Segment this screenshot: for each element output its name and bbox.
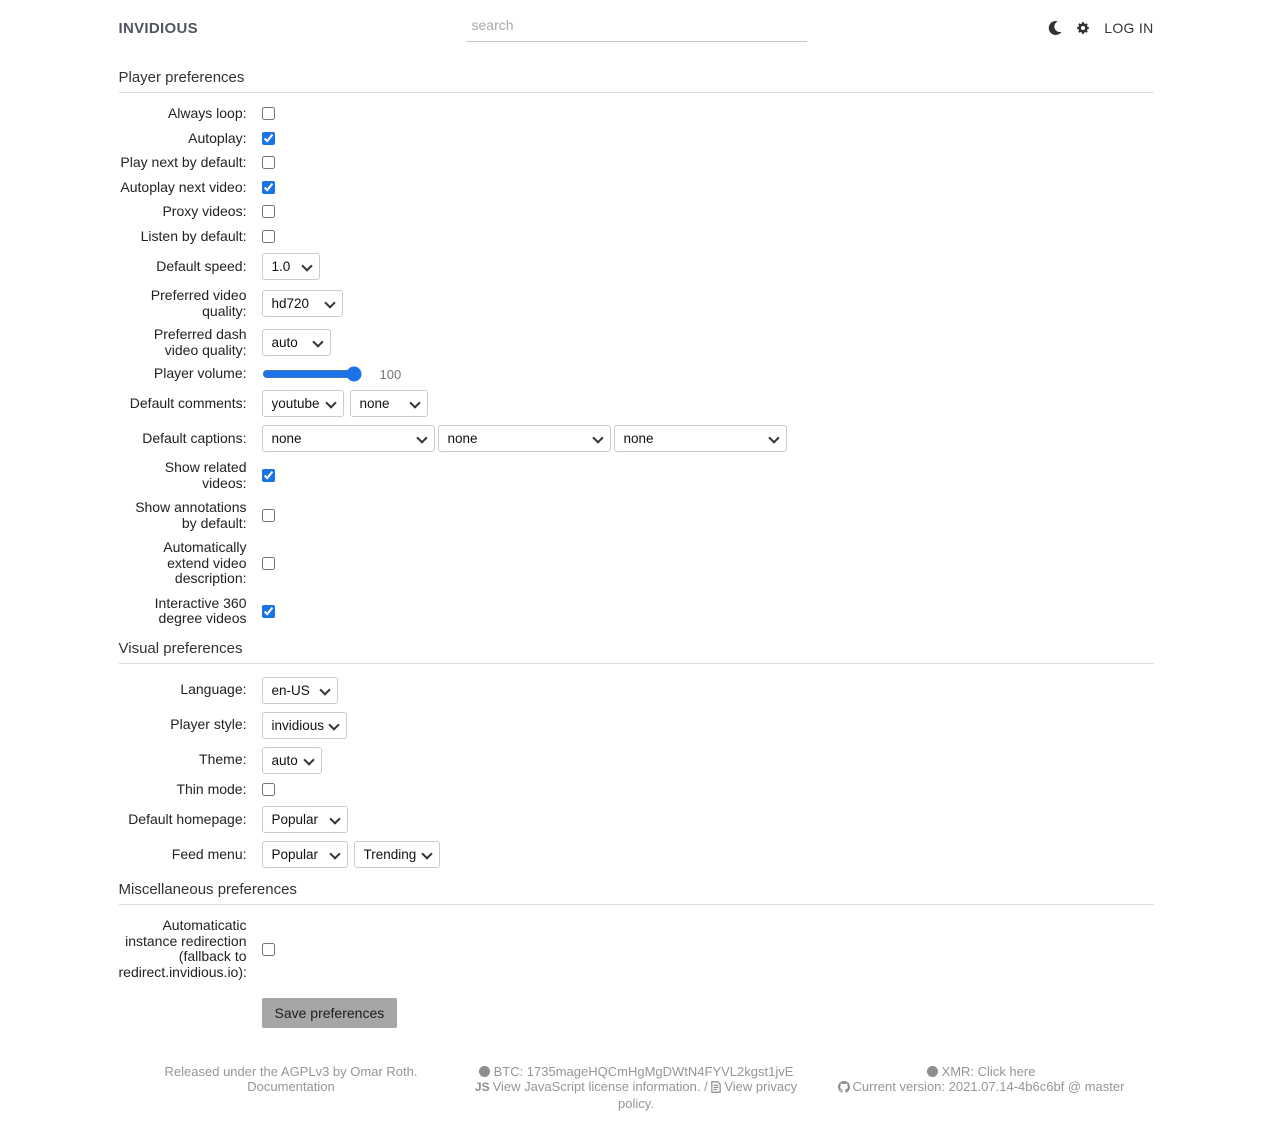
comments-first-select[interactable]: [262, 390, 344, 417]
privacy-file-icon: [711, 1081, 721, 1096]
vr360-checkbox[interactable]: [262, 605, 275, 618]
github-icon: [838, 1081, 850, 1096]
captions-second-select[interactable]: [438, 425, 611, 452]
pref-label: Autoplay next video:: [120, 178, 247, 195]
pref-label: Show annotations by default:: [135, 499, 247, 531]
dark-mode-moon-icon[interactable]: [1048, 21, 1062, 35]
top-right-nav: [807, 20, 1154, 36]
pref-label: Play next by default:: [120, 154, 247, 170]
section-divider: [119, 92, 1154, 93]
always-loop-checkbox[interactable]: [262, 107, 275, 120]
section-divider: [119, 663, 1154, 664]
pref-row-play-next: [119, 155, 1154, 171]
feed-menu-second-select[interactable]: [354, 841, 440, 868]
pref-row-feed-menu: [119, 841, 1154, 868]
pref-label: Preferred video quality:: [150, 287, 247, 319]
volume-value: 100: [379, 366, 402, 382]
btc-address-text: BTC: 1735mageHQCmHgMgDWtN4FYVL2kgst1jvE: [493, 1064, 794, 1079]
section-title-misc: Miscellaneous preferences: [118, 881, 297, 898]
footer-released-text: Released under the AGPLv3 by Omar Roth.: [164, 1064, 418, 1079]
pref-row-autoplay-next: [119, 180, 1154, 196]
save-preferences-button[interactable]: Save preferences: [262, 998, 398, 1028]
autoplay-checkbox[interactable]: [262, 132, 275, 145]
proxy-videos-checkbox[interactable]: [262, 205, 275, 218]
footer-donate-column: [464, 1064, 809, 1111]
top-bar: [119, 0, 1154, 56]
player-style-select[interactable]: [262, 712, 347, 739]
captions-first-select[interactable]: [262, 425, 435, 452]
thin-mode-checkbox[interactable]: [262, 783, 275, 796]
dash-quality-select[interactable]: [262, 329, 331, 356]
comments-second-select[interactable]: [350, 390, 428, 417]
pref-row-dash-quality: [119, 327, 1154, 358]
pref-label: Player volume:: [153, 365, 247, 382]
pref-label: Player style:: [170, 716, 247, 733]
pref-label: Preferred dash video quality:: [153, 326, 247, 358]
documentation-link[interactable]: Documentation: [247, 1079, 335, 1094]
pref-row-homepage: [119, 806, 1154, 833]
pref-label: Theme:: [199, 751, 247, 768]
footer-license-column: [119, 1064, 464, 1111]
theme-select[interactable]: [262, 747, 322, 774]
pref-row-vr360: [119, 596, 1154, 627]
xmr-click-here-link[interactable]: Click here: [977, 1064, 1036, 1079]
default-speed-select[interactable]: [262, 253, 320, 280]
pref-label: Feed menu:: [171, 845, 247, 862]
save-row: [119, 998, 1154, 1028]
pref-label: Listen by default:: [140, 227, 247, 244]
pref-label: Default speed:: [156, 257, 247, 274]
bitcoin-icon: [479, 1066, 490, 1077]
pref-row-autoplay: [119, 131, 1154, 147]
captions-third-select[interactable]: [614, 425, 787, 452]
play-next-checkbox[interactable]: [262, 156, 275, 169]
homepage-select[interactable]: [262, 806, 348, 833]
preferences-gear-icon[interactable]: [1076, 21, 1090, 35]
footer-separator: /: [704, 1079, 708, 1094]
pref-row-proxy-videos: [119, 204, 1154, 220]
pref-row-extend-desc: [119, 540, 1154, 587]
pref-label: Default captions:: [142, 429, 247, 446]
pref-row-theme: [119, 747, 1154, 774]
pref-label: Autoplay:: [188, 129, 247, 146]
section-divider: [119, 904, 1154, 905]
pref-row-auto-redirect: [119, 918, 1154, 980]
javascript-icon: JS: [474, 1080, 490, 1094]
pref-label: Always loop:: [167, 105, 247, 121]
pref-row-player-style: [119, 712, 1154, 739]
version-link[interactable]: 2021.07.14-4b6c6bf @ master: [948, 1079, 1125, 1094]
pref-label: Proxy videos:: [162, 203, 247, 219]
footer: [119, 1064, 1154, 1133]
listen-default-checkbox[interactable]: [262, 230, 275, 243]
pref-row-default-speed: [119, 253, 1154, 280]
js-license-link[interactable]: View JavaScript license information.: [492, 1079, 701, 1094]
section-title-visual: Visual preferences: [118, 639, 243, 657]
pref-label: Automaticatic instance redirection (fallback to redirect.invidious.io):: [118, 917, 247, 980]
search-form: [466, 15, 807, 42]
pref-row-thin-mode: [119, 782, 1154, 798]
pref-row-always-loop: [119, 106, 1154, 122]
pref-label: Show related videos:: [164, 459, 247, 491]
brand-logo[interactable]: INVIDIOUS: [118, 19, 198, 37]
search-input[interactable]: [466, 15, 807, 42]
pref-label: Automatically extend video description:: [163, 539, 247, 586]
pref-row-annotations: [119, 500, 1154, 531]
pref-label: Interactive 360 degree videos: [154, 594, 247, 626]
section-title-player: Player preferences: [118, 69, 245, 86]
footer-version-column: [809, 1064, 1154, 1111]
feed-menu-first-select[interactable]: [262, 841, 348, 868]
log-in-link[interactable]: LOG IN: [1104, 20, 1154, 36]
pref-row-comments: [119, 390, 1154, 417]
language-select[interactable]: [262, 677, 338, 704]
pref-row-volume: [119, 366, 1154, 382]
video-quality-select[interactable]: [262, 290, 343, 317]
autoplay-next-checkbox[interactable]: [262, 181, 275, 194]
pref-label: Language:: [180, 681, 247, 698]
pref-label: Default comments:: [129, 394, 247, 411]
page: [119, 0, 1154, 1133]
pref-row-listen-default: [119, 229, 1154, 245]
version-label: Current version:: [852, 1079, 946, 1094]
auto-redirect-checkbox[interactable]: [262, 943, 275, 956]
privacy-policy-link[interactable]: View privacy policy.: [618, 1079, 798, 1111]
related-videos-checkbox[interactable]: [262, 469, 275, 482]
extend-description-checkbox[interactable]: [262, 557, 275, 570]
xmr-label: XMR:: [941, 1064, 975, 1079]
pref-row-video-quality: [119, 288, 1154, 319]
annotations-checkbox[interactable]: [262, 509, 275, 522]
volume-slider[interactable]: [262, 366, 362, 382]
pref-row-language: [119, 677, 1154, 704]
pref-label: Default homepage:: [128, 810, 247, 827]
monero-icon: [927, 1066, 938, 1077]
pref-row-captions: [119, 425, 1154, 452]
pref-label: Thin mode:: [176, 780, 247, 797]
pref-row-related: [119, 460, 1154, 491]
